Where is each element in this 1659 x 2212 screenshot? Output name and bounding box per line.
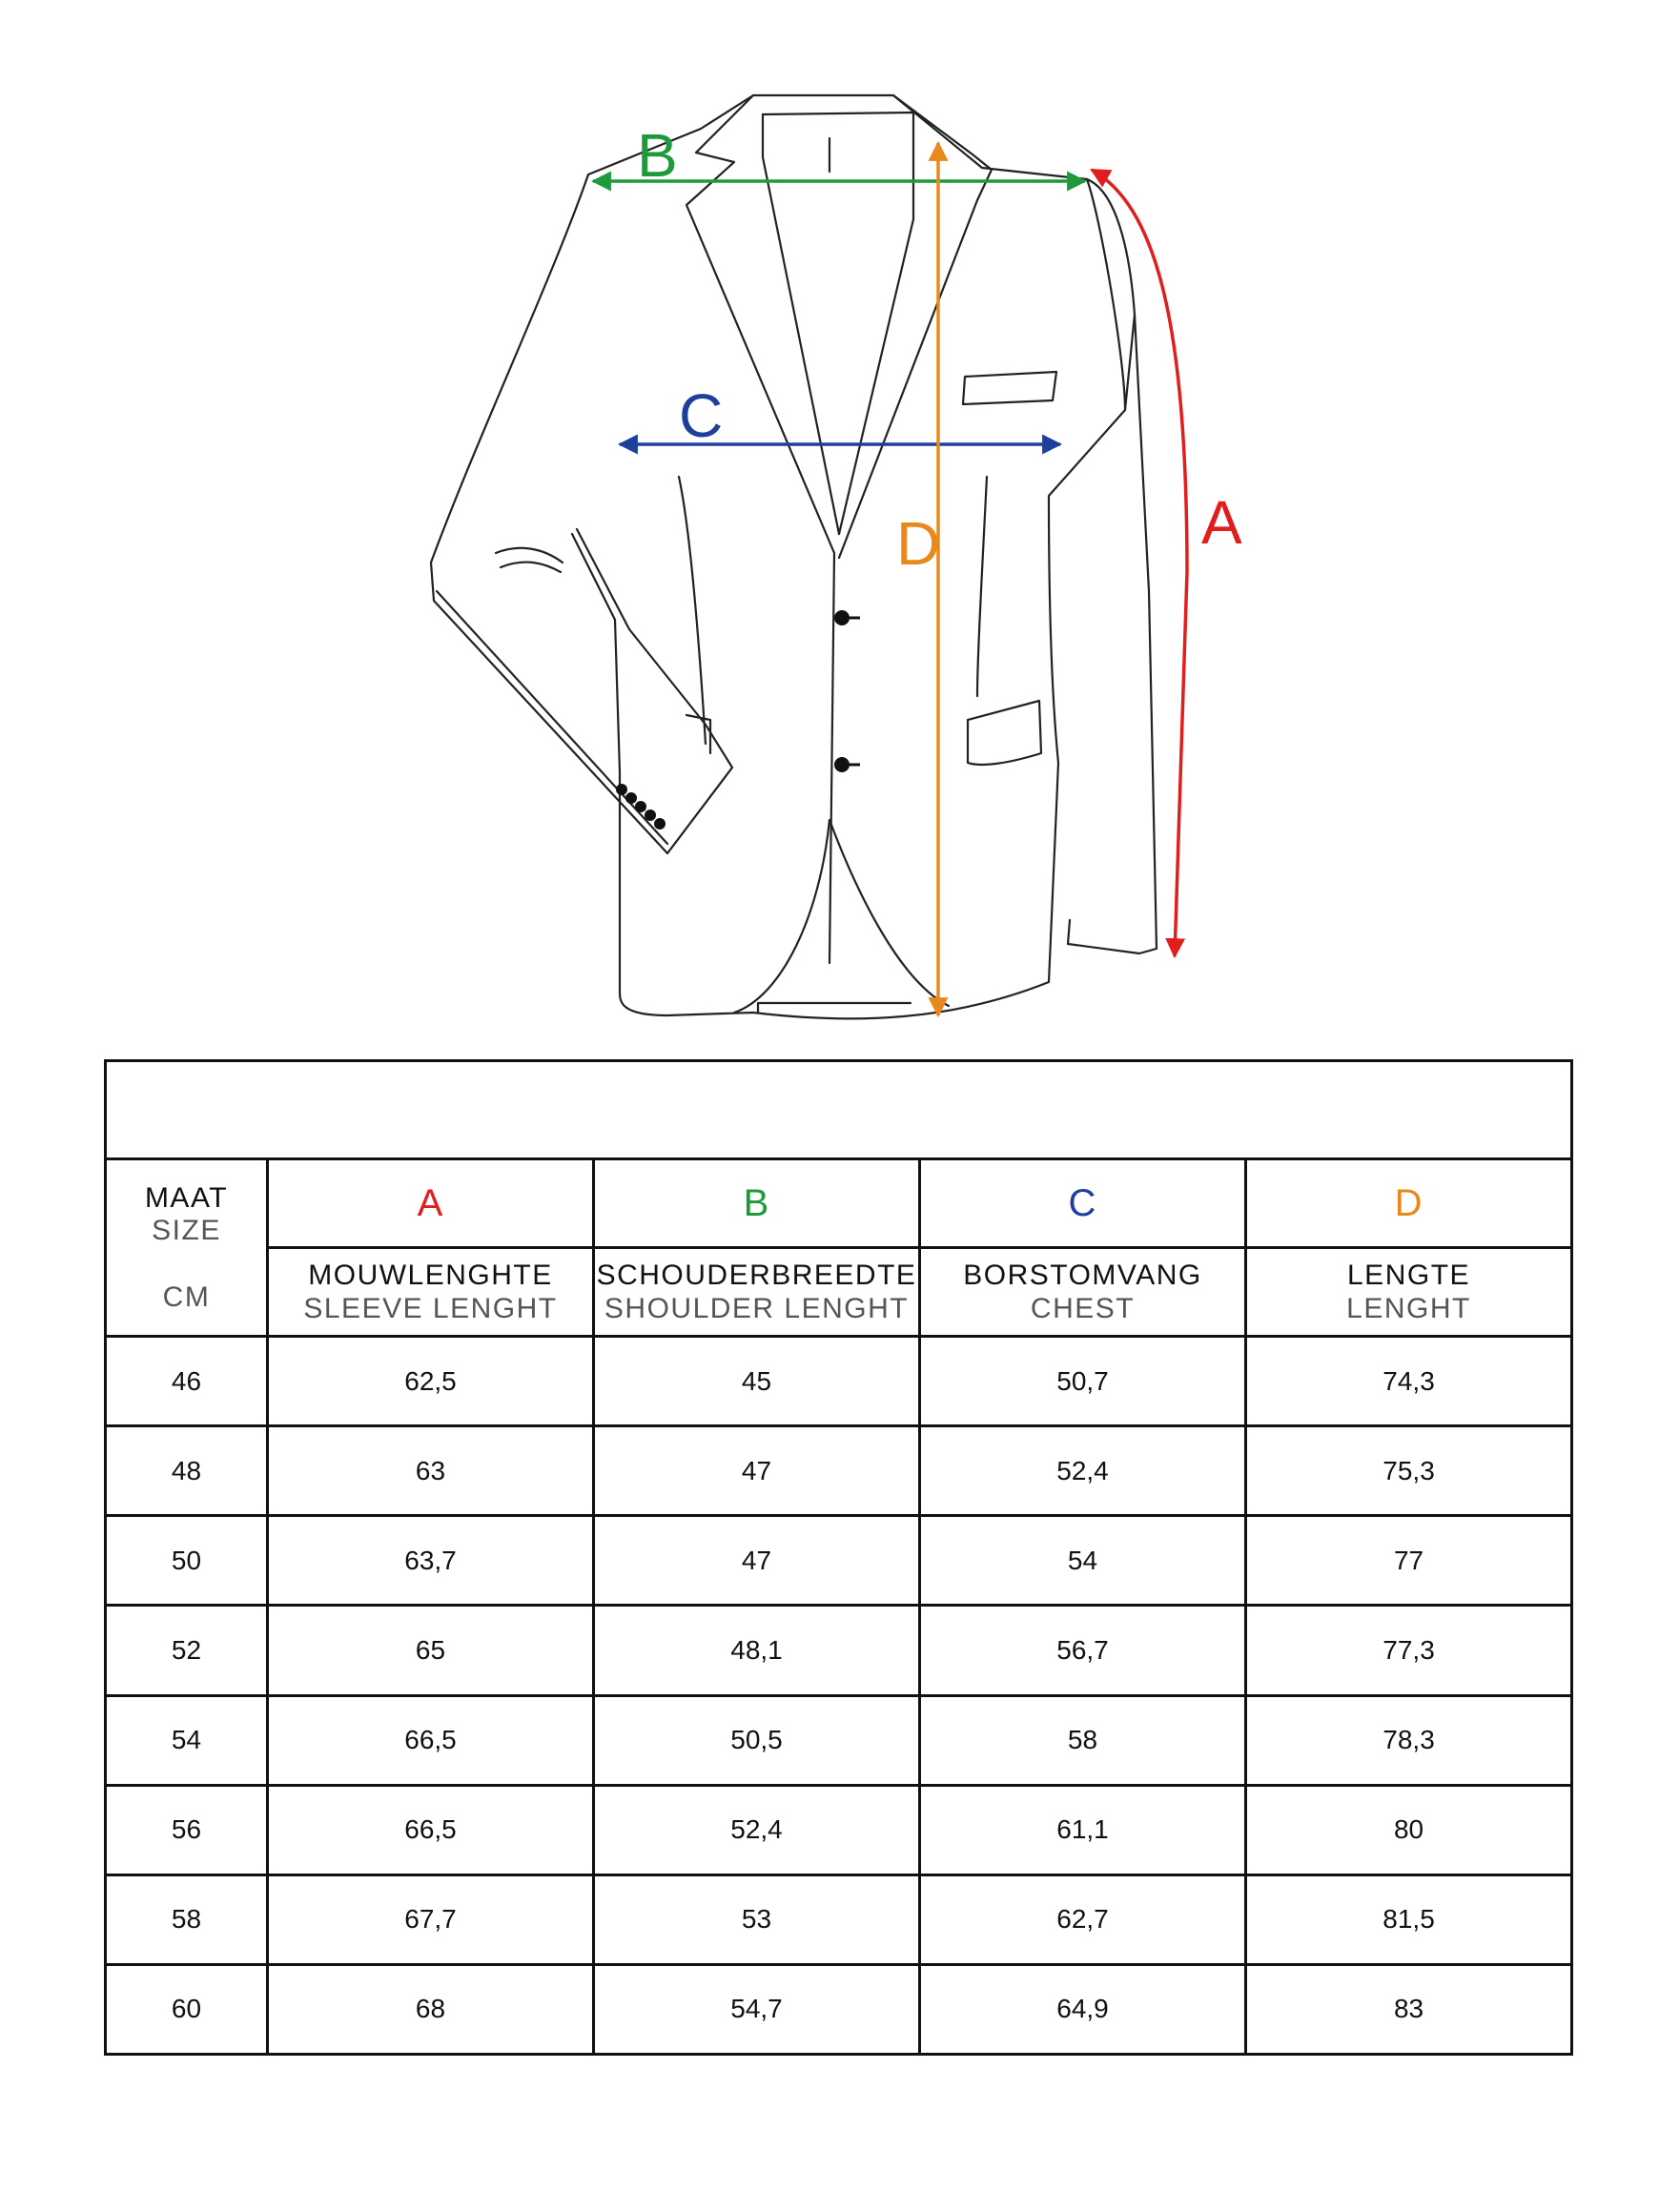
sleeve-cell: 63,7 [268,1516,594,1606]
chest-cell: 62,7 [920,1874,1246,1964]
chest-cell: 52,4 [920,1426,1246,1516]
table-letter-row [106,1159,1572,1248]
shoulder-cell: 47 [594,1426,920,1516]
length-cell: 74,3 [1246,1337,1572,1426]
sleeve-cell: 66,5 [268,1785,594,1874]
column-name-nl: MOUWLENGHTE [308,1260,553,1292]
column-name-nl: BORSTOMVANG [963,1260,1202,1292]
length-cell: 75,3 [1246,1426,1572,1516]
size-cell: 54 [106,1695,268,1785]
sleeve-cell: 63 [268,1426,594,1516]
chest-cell: 56,7 [920,1606,1246,1695]
jacket-outline [431,95,1157,1018]
size-cell: 48 [106,1426,268,1516]
size-cell: 58 [106,1874,268,1964]
column-name-c [920,1248,1246,1337]
shoulder-cell: 52,4 [594,1785,920,1874]
measurement-d-label: D [896,509,941,578]
shoulder-cell: 54,7 [594,1964,920,2054]
shoulder-cell: 45 [594,1337,920,1426]
column-letter-b [594,1159,920,1248]
shoulder-cell: 50,5 [594,1695,920,1785]
jacket-measurement-diagram [0,0,1659,1030]
table-row [106,1426,1572,1516]
table-title-row [106,1061,1572,1159]
measurement-a-arrow [1092,170,1187,956]
column-letter: D [1394,1181,1423,1224]
measurement-d [896,143,940,1015]
size-cell: 46 [106,1337,268,1426]
column-letter-a [268,1159,594,1248]
size-header-en: SIZE [152,1214,221,1246]
table-title [106,1061,1572,1159]
measurement-c [620,381,1060,450]
length-cell: 80 [1246,1785,1572,1874]
column-name-en: SHOULDER LENGHT [604,1293,910,1325]
column-letter: B [743,1181,770,1224]
column-letter: A [417,1181,444,1224]
column-name-nl: LENGTE [1347,1260,1471,1292]
table-row [106,1337,1572,1426]
size-cell: 52 [106,1606,268,1695]
chest-cell: 54 [920,1516,1246,1606]
length-cell: 81,5 [1246,1874,1572,1964]
measurement-b [593,121,1085,190]
jacket-buttons [616,610,860,830]
shoulder-cell: 48,1 [594,1606,920,1695]
length-cell: 78,3 [1246,1695,1572,1785]
measurement-a [1092,170,1242,956]
shoulder-cell: 47 [594,1516,920,1606]
size-cell: 60 [106,1964,268,2054]
sleeve-cell: 67,7 [268,1874,594,1964]
size-cell: 56 [106,1785,268,1874]
length-cell: 77 [1246,1516,1572,1606]
table-name-row [106,1248,1572,1337]
size-header-unit: CM [162,1280,211,1313]
column-name-en: SLEEVE LENGHT [303,1293,558,1325]
column-name-d [1246,1248,1572,1337]
table-row [106,1785,1572,1874]
length-cell: 77,3 [1246,1606,1572,1695]
chest-cell: 61,1 [920,1785,1246,1874]
chest-cell: 50,7 [920,1337,1246,1426]
size-header-nl: MAAT [144,1181,229,1214]
measurement-a-label: A [1201,488,1242,557]
column-letter-c [920,1159,1246,1248]
table-row [106,1695,1572,1785]
column-name-en: LENGHT [1346,1293,1471,1325]
measurement-c-label: C [679,381,724,450]
sleeve-cell: 62,5 [268,1337,594,1426]
length-cell: 83 [1246,1964,1572,2054]
sleeve-cell: 65 [268,1606,594,1695]
size-chart-table [104,1059,1573,2056]
column-name-en: CHEST [1030,1293,1136,1325]
column-letter: C [1068,1181,1097,1224]
sleeve-cell: 66,5 [268,1695,594,1785]
table-row [106,1516,1572,1606]
size-cell: 50 [106,1516,268,1606]
chest-cell: 58 [920,1695,1246,1785]
shoulder-cell: 53 [594,1874,920,1964]
column-name-nl: SCHOUDERBREEDTE [596,1260,917,1292]
column-letter-d [1246,1159,1572,1248]
table-row [106,1964,1572,2054]
chest-cell: 64,9 [920,1964,1246,2054]
size-header-cell [106,1159,268,1337]
column-name-b [594,1248,920,1337]
sleeve-cell: 68 [268,1964,594,2054]
measurement-b-label: B [637,121,678,190]
table-row [106,1606,1572,1695]
table-row [106,1874,1572,1964]
column-name-a [268,1248,594,1337]
